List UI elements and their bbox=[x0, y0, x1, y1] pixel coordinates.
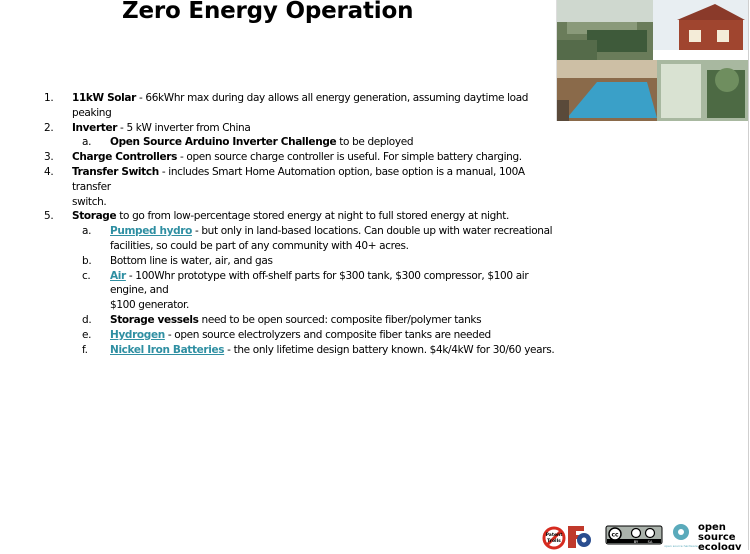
bullet-list bbox=[0, 91, 556, 357]
item-label: Storage vessels bbox=[110, 313, 199, 326]
hydrogen-link[interactable]: Hydrogen bbox=[110, 328, 165, 341]
item-text: to be deployed bbox=[336, 136, 414, 149]
item-text: - the only lifetime design battery known. $4k/4kW for 30/60 years. bbox=[224, 343, 555, 356]
list-item bbox=[0, 121, 556, 136]
list-number: 5. bbox=[44, 210, 54, 223]
list-item bbox=[0, 135, 556, 150]
list-item bbox=[0, 209, 556, 224]
air-link[interactable]: Air bbox=[110, 269, 126, 282]
cc-by-label: BY bbox=[633, 540, 639, 544]
list-item bbox=[0, 313, 556, 328]
item-text: - 5 kW inverter from China bbox=[117, 121, 251, 134]
list-number: b. bbox=[82, 254, 92, 267]
list-number: d. bbox=[82, 313, 92, 326]
item-text: - 100Whr prototype with off-shelf parts for $300 tank, $300 compressor, $100 air engine, and bbox=[110, 269, 529, 297]
list-item bbox=[0, 269, 556, 313]
list-number: c. bbox=[82, 269, 91, 282]
cc-label: cc bbox=[611, 531, 619, 539]
svg-text:Patent: Patent bbox=[545, 533, 563, 538]
list-item bbox=[0, 254, 556, 269]
ose-logo-line1: open bbox=[698, 522, 726, 533]
item-text: - but only in land-based locations. Can double up with water recreational bbox=[191, 225, 553, 238]
footer-logos bbox=[540, 518, 750, 550]
open-source-hardware-icon bbox=[664, 524, 698, 548]
list-number: 1. bbox=[44, 92, 54, 104]
item-text: to go from low-percentage stored energy at night to full stored energy at night. bbox=[116, 210, 509, 223]
item-label: 11kW Solar bbox=[72, 92, 136, 104]
list-number: a. bbox=[82, 136, 92, 149]
slide-edge bbox=[748, 0, 749, 550]
item-text: - includes Smart Home Automation option, base option is a manual, 100A transfer bbox=[72, 165, 525, 193]
list-number: 2. bbox=[44, 121, 54, 134]
item-text-cont: $100 generator. bbox=[110, 299, 190, 312]
list-number: 3. bbox=[44, 151, 54, 164]
item-text-cont: switch. bbox=[72, 195, 107, 208]
list-item bbox=[0, 165, 556, 209]
footer-logo-strip bbox=[540, 518, 750, 550]
photo-collage-image bbox=[557, 0, 749, 121]
list-item bbox=[0, 343, 556, 358]
ose-logo-line2: source bbox=[698, 532, 736, 543]
item-text: - open source charge controller is useful. For simple battery charging. bbox=[177, 151, 522, 164]
osh-label: open source hardware bbox=[664, 544, 698, 548]
list-number: e. bbox=[82, 328, 92, 341]
open-source-ecology-logo bbox=[698, 522, 742, 550]
cc-sa-label: SA bbox=[647, 540, 653, 544]
item-text-cont: facilities, so could be part of any community with 40+ acres. bbox=[110, 239, 409, 252]
no-patent-trolls-icon bbox=[544, 528, 564, 548]
item-text: - 66kWhr max during day allows all energy generation, assuming daytime load peaking bbox=[72, 92, 529, 119]
list-item bbox=[0, 224, 556, 254]
list-number: f. bbox=[82, 343, 88, 356]
nickel-iron-link[interactable]: Nickel Iron Batteries bbox=[110, 343, 225, 356]
f-gear-logo-icon bbox=[568, 526, 591, 548]
pumped-hydro-link[interactable]: Pumped hydro bbox=[110, 225, 192, 238]
item-label: Open Source Arduino Inverter Challenge bbox=[110, 136, 337, 149]
item-text: Bottom line is water, air, and gas bbox=[110, 254, 273, 267]
svg-text:Trolls: Trolls bbox=[547, 539, 561, 544]
list-item bbox=[0, 150, 556, 165]
ose-logo-line3: ecology bbox=[698, 542, 742, 550]
cc-by-sa-icon bbox=[606, 526, 662, 544]
item-label: Storage bbox=[72, 210, 117, 223]
item-text: need to be open sourced: composite fiber/polymer tanks bbox=[198, 313, 482, 326]
list-item bbox=[0, 91, 556, 121]
item-label: Transfer Switch bbox=[72, 165, 159, 178]
photo-collage bbox=[556, 0, 749, 121]
list-number: a. bbox=[82, 225, 92, 238]
item-text: - open source electrolyzers and composite fiber tanks are needed bbox=[164, 328, 491, 341]
list-number: 4. bbox=[44, 165, 54, 178]
list-item bbox=[0, 328, 556, 343]
item-label: Inverter bbox=[72, 121, 118, 134]
item-label: Charge Controllers bbox=[72, 151, 177, 164]
slide-title: Zero Energy Operation bbox=[122, 0, 414, 24]
